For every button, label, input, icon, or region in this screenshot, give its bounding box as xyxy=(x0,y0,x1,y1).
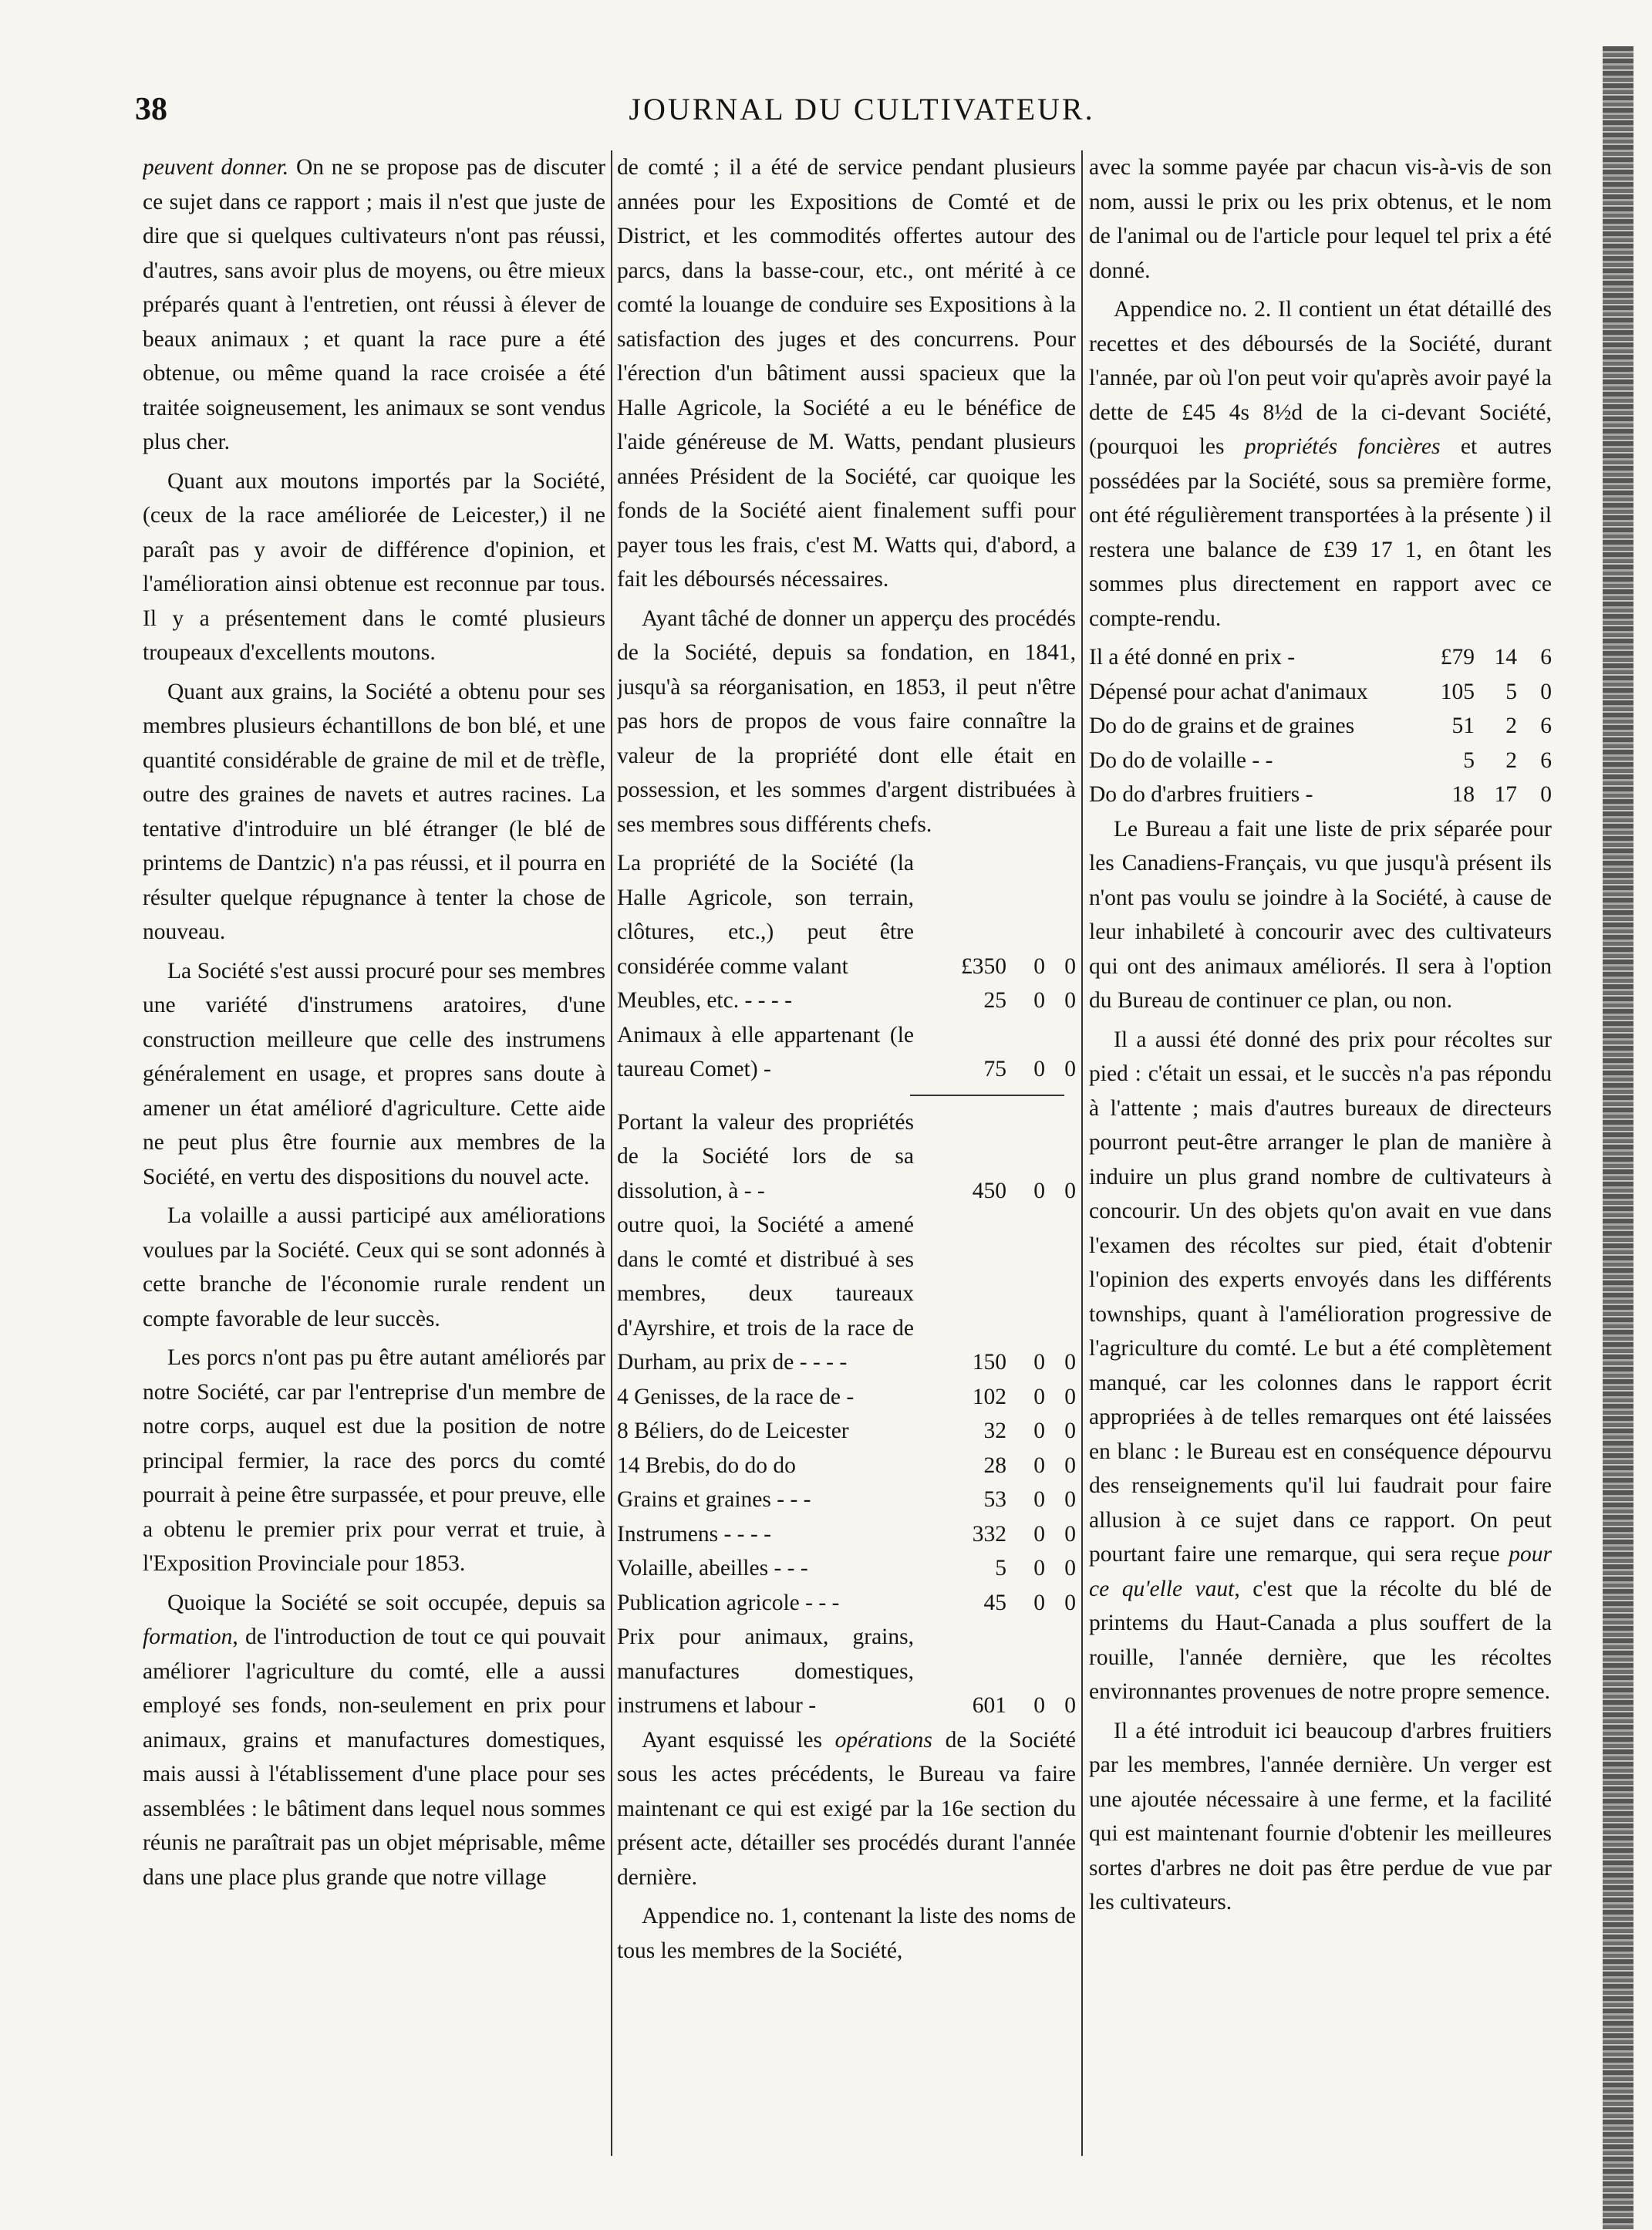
paragraph: peuvent donner. On ne se propose pas de discuter ce sujet dans ce rapport ; mais il n'est que juste de dire que si quelques cultivateurs n'ont pas réussi, d'autres, sans avoir plus de moyens, ou être mieux préparés quant à l'entretien, ont réussi à élever de beaux animaux ; et quant la race pure a été obtenue, ou même quand la race croisée a été traitée soigneusement, les animaux se sont vendus plus cher. xyxy=(143,155,605,454)
ledger-pence: 0 xyxy=(1064,953,1076,979)
ledger-desc: 8 Béliers, do de Leicester xyxy=(617,1419,849,1443)
ledger-shillings: 14 xyxy=(1494,645,1517,670)
paragraph: de comté ; il a été de service pendant plusieurs années pour les Expositions de Comté et de District, et les commodités offertes autour des parcs, dans la basse-cour, etc., ont mérité à ce comté la louange de conduire ses Expositions à la satisfaction des juges et des concurrens. Pour l'érection d'un bâtiment aussi spacieux que la Halle Agricole, la Société a eu le bénéfice de l'aide généreuse de M. Watts, pendant plusieurs années Président de la Société, car quoique les fonds de la Société aient finalement suffi pour payer tous les frais, c'est M. Watts qui, d'abord, a fait les déboursés nécessaires. xyxy=(617,155,1076,592)
ledger-pence: 0 xyxy=(1064,1057,1076,1081)
ledger-pounds: 32 xyxy=(983,1419,1006,1443)
ledger-row xyxy=(617,983,1076,1018)
text-column-3 xyxy=(1089,150,1552,2195)
ledger-pence: 0 xyxy=(1064,988,1076,1013)
ledger-shillings: 0 xyxy=(1033,1590,1045,1615)
ledger-pounds: 5 xyxy=(995,1556,1006,1581)
ledger-desc: outre quoi, la Société a amené dans le comté et distribué à ses membres, deux taureaux d'Ayrshire, et trois de la race de Durham, au prix de - - - - xyxy=(617,1213,914,1375)
page-number: 38 xyxy=(135,92,167,127)
ledger-pence: 0 xyxy=(1064,1487,1076,1512)
paragraph: Il a été introduit ici beaucoup d'arbres fruitiers par les membres, l'année dernière. Un verger est une ajoutée nécessaire à une ferme, et la facilité qui est maintenant fournie d'obtenir les meilleures sortes d'arbres ne doit pas être perdue de vue par les cultivateurs. xyxy=(1089,1718,1552,1915)
text-column-2 xyxy=(617,150,1076,2195)
paragraph: La Société s'est aussi procuré pour ses membres une variété d'instrumens aratoires, d'une construction meilleure que celle des instrumens généralement en usage, et propres sans doute à amener un état amélioré d'agriculture. Cette aide ne peut plus être fournie aux membres de la Société, en vertu des dispositions du nouvel acte. xyxy=(143,958,605,1189)
ledger-total-rule xyxy=(910,1095,1064,1096)
ledger-desc: Prix pour animaux, grains, manufactures domestiques, instrumens et labour - xyxy=(617,1624,914,1718)
ledger-pence: 6 xyxy=(1540,747,1552,773)
ledger-row xyxy=(617,1208,1076,1380)
ledger-desc: 14 Brebis, do do do xyxy=(617,1452,796,1478)
ledger-desc: Volaille, abeilles - - - xyxy=(617,1556,808,1581)
ledger-row xyxy=(617,1380,1076,1415)
ledger-pence: 0 xyxy=(1064,1350,1076,1375)
ledger-desc: Publication agricole - - - xyxy=(617,1590,840,1615)
ledger-desc: Il a été donné en prix - xyxy=(1089,645,1296,670)
ledger-desc: Animaux à elle appartenant (le taureau Comet) - xyxy=(617,1022,914,1081)
ledger-row xyxy=(1089,675,1552,710)
ledger-shillings: 0 xyxy=(1033,1452,1045,1478)
paragraph: Quant aux moutons importés par la Société, (ceux de la race améliorée de Leicester,) il ne paraît pas y avoir de différence d'opinion, et l'amélioration ainsi obtenue est reconnue par tous. Il y a présentement dans le comté plusieurs troupeaux d'excellents moutons. xyxy=(143,468,605,665)
scan-edge-shadow xyxy=(1603,46,1633,2229)
ledger-pounds: 105 xyxy=(1440,679,1475,704)
ledger-pence: 0 xyxy=(1064,1419,1076,1443)
ledger-pence: 0 xyxy=(1064,1693,1076,1718)
ledger-pounds: 332 xyxy=(972,1521,1006,1547)
column-rule-right xyxy=(1081,150,1083,2156)
ledger-pounds: 45 xyxy=(983,1590,1006,1615)
ledger-pounds: 5 xyxy=(1463,747,1475,773)
ledger-desc: Do do de volaille - - xyxy=(1089,747,1273,773)
ledger-pounds: 18 xyxy=(1451,782,1475,807)
column-rule-left xyxy=(611,150,612,2156)
ledger-pence: 0 xyxy=(1064,1452,1076,1478)
ledger-pounds: 75 xyxy=(983,1057,1006,1081)
text-column-1 xyxy=(143,150,605,2195)
ledger-pence: 0 xyxy=(1540,679,1552,704)
ledger-desc: Instrumens - - - - xyxy=(617,1521,771,1547)
ledger-desc: Do do d'arbres fruitiers - xyxy=(1089,782,1313,807)
ledger-pence: 0 xyxy=(1064,1556,1076,1581)
paragraph: Les porcs n'ont pas pu être autant améliorés par notre Société, car par l'entreprise d'un membre de notre corps, auquel est due la position de notre principal fermier, la race des porcs du comté pourrait à peine être surpassée, et pour preuve, elle a obtenu le premier prix pour verrat et truie, à l'Exposition Provinciale pour 1853. xyxy=(143,1345,605,1576)
ledger-pounds: 450 xyxy=(972,1178,1006,1203)
ledger-shillings: 17 xyxy=(1494,782,1517,807)
paragraph: Ayant esquissé les opérations de la Société sous les actes précédents, le Bureau va faire maintenant ce qui est exigé par la 16e section du présent acte, détailler ses procédés durant l'année dernière. xyxy=(617,1727,1076,1890)
ledger-row xyxy=(1089,709,1552,744)
ledger-shillings: 0 xyxy=(1033,953,1045,979)
ledger-shillings: 0 xyxy=(1033,1384,1045,1409)
paragraph: La volaille a aussi participé aux améliorations voulues par la Société. Ceux qui se sont adonnés à cette branche de l'économie rurale rendent un compte favorable de leur succès. xyxy=(143,1203,605,1331)
ledger-pounds: 51 xyxy=(1451,714,1475,738)
ledger-row xyxy=(1089,778,1552,812)
ledger-pounds: £79 xyxy=(1440,645,1475,670)
ledger-row xyxy=(617,846,1076,983)
ledger-pounds: 102 xyxy=(972,1384,1006,1409)
ledger-pounds: 53 xyxy=(983,1487,1006,1512)
paragraph: Appendice no. 2. Il contient un état détaillé des recettes et des déboursés de la Société, durant l'année, par où l'on peut voir qu'après avoir payé la dette de £45 4s 8½d de la ci-devant Société, (pourquoi les propriétés foncières et autres possédées par la Société, sous sa première forme, ont été régulièrement transportées à la présente ) il restera une balance de £39 17 1, en ôtant les sommes plus directement en rapport avec ce compte-rendu. xyxy=(1089,297,1552,631)
paragraph-lead: peuvent donner. xyxy=(143,155,289,180)
ledger-row xyxy=(617,1105,1076,1209)
ledger-pence: 0 xyxy=(1064,1590,1076,1615)
ledger-pounds: 150 xyxy=(972,1350,1006,1375)
ledger-pence: 0 xyxy=(1064,1521,1076,1547)
page-header xyxy=(135,91,1589,145)
ledger-row xyxy=(617,1414,1076,1449)
ledger-shillings: 0 xyxy=(1033,1521,1045,1547)
ledger-pounds: 28 xyxy=(983,1452,1006,1478)
ledger-desc: Portant la valeur des propriétés de la Société lors de sa dissolution, à - - xyxy=(617,1109,914,1203)
ledger-desc: Do do de grains et de graines xyxy=(1089,714,1355,738)
ledger-desc: 4 Genisses, de la race de - xyxy=(617,1384,855,1409)
ledger-desc: Grains et graines - - - xyxy=(617,1487,811,1512)
ledger-row xyxy=(617,1620,1076,1723)
ledger-row xyxy=(617,1018,1076,1087)
ledger-row xyxy=(617,1483,1076,1517)
journal-title: JOURNAL DU CULTIVATEUR. xyxy=(629,92,1095,127)
paragraph: Quoique la Société se soit occupée, depuis sa formation, de l'introduction de tout ce qui pouvait améliorer l'agriculture du comté, elle a aussi employé ses fonds, non-seulement en prix pour animaux, grains et manufactures domestiques, mais aussi à l'établissement d'une place pour ses assemblées : le bâtiment dans lequel nous sommes réunis ne paraîtrait pas un objet méprisable, même dans une place plus grande que notre village xyxy=(143,1590,605,1890)
ledger-pounds: £350 xyxy=(961,953,1006,979)
paragraph: Ayant tâché de donner un apperçu des procédés de la Société, depuis sa fondation, en 1841, jusqu'à sa réorganisation, en 1853, il peut n'être pas hors de propos de vous faire connaître la valeur de la propriété dont elle était en possession, et les sommes d'argent distribuées à ses membres sous différents chefs. xyxy=(617,606,1076,837)
ledger-pounds: 601 xyxy=(972,1693,1006,1718)
ledger-shillings: 2 xyxy=(1505,747,1517,773)
ledger-row xyxy=(617,1517,1076,1552)
paragraph: Appendice no. 1, contenant la liste des noms de tous les membres de la Société, xyxy=(617,1904,1076,1963)
ledger-desc: Meubles, etc. - - - - xyxy=(617,988,792,1013)
ledger-shillings: 0 xyxy=(1033,1178,1045,1203)
ledger-shillings: 0 xyxy=(1033,1419,1045,1443)
paragraph: Le Bureau a fait une liste de prix séparée pour les Canadiens-Français, vu que jusqu'à présent ils n'ont pas voulu se joindre à la Société, à cause de leur inhabileté à concourir avec des cultivateurs qui ont des animaux améliorés. Il sera à l'option du Bureau de continuer ce plan, ou non. xyxy=(1089,816,1552,1013)
property-ledger xyxy=(617,846,1076,1723)
expense-account xyxy=(1089,640,1552,812)
paragraph: avec la somme payée par chacun vis-à-vis de son nom, aussi le prix ou les prix obtenus, et le nom de l'animal ou de l'article pour lequel tel prix a été donné. xyxy=(1089,155,1552,283)
ledger-shillings: 2 xyxy=(1505,714,1517,738)
ledger-pence: 0 xyxy=(1540,782,1552,807)
ledger-pence: 0 xyxy=(1064,1384,1076,1409)
ledger-desc: La propriété de la Société (la Halle Agricole, son terrain, clôtures, etc.,) peut être considérée comme valant xyxy=(617,851,914,979)
paragraph: Il a aussi été donné des prix pour récoltes sur pied : c'était un essai, et le succès n'a pas répondu à l'attente ; mais d'autres bureaux de directeurs pourront peut-être arranger le plan de manière à induire un plus grand nombre de cultivateurs à concourir. Un des objets qu'on avait en vue dans l'examen des récoltes sur pied, était d'obtenir l'opinion des experts envoyés dans les différents townships, quant à l'amélioration progressive de l'agriculture du comté. Le but a été complètement manqué, car les colonnes dans le rapport écrit appropriées à de telles remarques ont été laissées en blanc : le Bureau est en conséquence dépourvu des renseignements qu'il lui faudrait pour faire allusion à ce sujet dans ce rapport. On peut pourtant faire une remarque, qui sera reçue pour ce qu'elle vaut, c'est que la récolte du blé de printems du Haut-Canada a plus souffert de la rouille, l'année dernière, que les récoltes environnantes provenues de notre propre semence. xyxy=(1089,1027,1552,1704)
ledger-pence: 0 xyxy=(1064,1178,1076,1203)
ledger-row xyxy=(617,1586,1076,1621)
ledger-shillings: 0 xyxy=(1033,1693,1045,1718)
ledger-pence: 6 xyxy=(1540,645,1552,670)
ledger-shillings: 0 xyxy=(1033,988,1045,1013)
ledger-shillings: 0 xyxy=(1033,1057,1045,1081)
ledger-desc: Dépensé pour achat d'animaux xyxy=(1089,679,1368,704)
ledger-shillings: 0 xyxy=(1033,1350,1045,1375)
ledger-shillings: 0 xyxy=(1033,1487,1045,1512)
ledger-shillings: 0 xyxy=(1033,1556,1045,1581)
ledger-pounds: 25 xyxy=(983,988,1006,1013)
ledger-row xyxy=(617,1551,1076,1586)
ledger-row xyxy=(1089,744,1552,778)
ledger-shillings: 5 xyxy=(1505,679,1517,704)
paragraph: Quant aux grains, la Société a obtenu pour ses membres plusieurs échantillons de bon blé, et une quantité considérable de graine de mil et de trèfle, outre des graines de navets et autres racines. La tentative d'introduire un blé étranger (le blé de printems de Dantzic) n'a pas réussi, et il pourra en résulter quelque répugnance à tenter la chose de nouveau. xyxy=(143,679,605,944)
ledger-row xyxy=(1089,640,1552,675)
ledger-row xyxy=(617,1449,1076,1483)
ledger-pence: 6 xyxy=(1540,714,1552,738)
